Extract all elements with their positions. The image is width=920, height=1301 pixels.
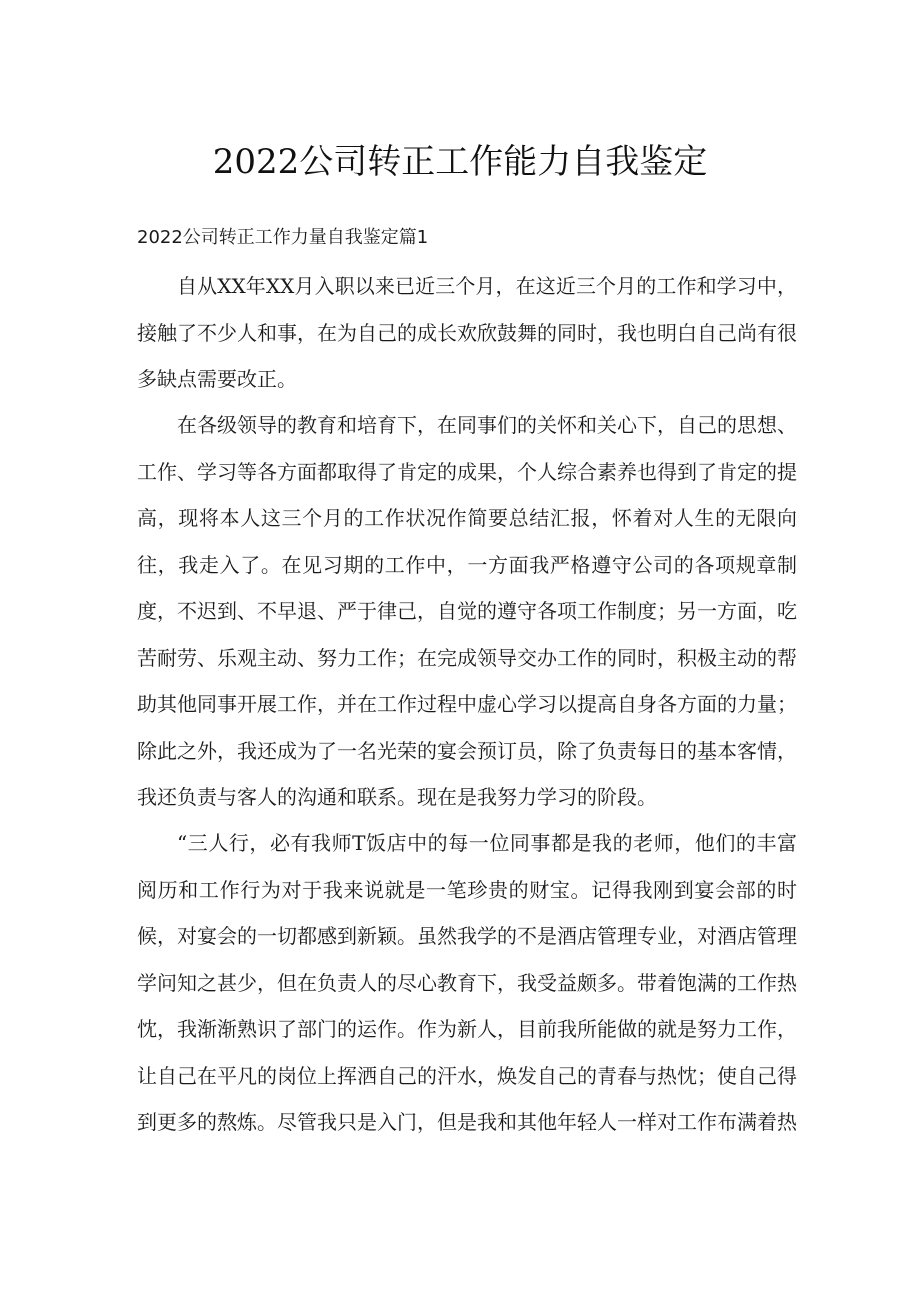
document-title: 2022公司转正工作能力自我鉴定 [212,142,708,182]
paragraph-2: 在各级领导的教育和培育下，在同事们的关怀和关心下，自己的思想、工作、学习等各方面都取得了肯定的成果，个人综合素养也得到了肯定的提高，现将本人这三个月的工作状况作简要总结汇报，怀着对人生的无限向往，我走入了。在见习期的工作中，一方面我严格遵守公司的各项规章制度，不迟到、不早退、严于律己，自觉的遵守各项工作制度；另一方面，吃苦耐劳、乐观主动、努力工作；在完成领导交办工作的同时，积极主动的帮助其他同事开展工作，并在工作过程中虚心学习以提高自身各方面的力量；除此之外，我还成为了一名光荣的宴会预订员，除了负责每日的基本客情，我还负责与客人的沟通和联系。现在是我努力学习的阶段。 [137,413,797,809]
paragraph-1: 自从XX年XX月入职以来已近三个月，在这近三个月的工作和学习中，接触了不少人和事，在为自己的成长欢欣鼓舞的同时，我也明白自己尚有很多缺点需要改正。 [137,274,797,391]
paragraph-3: “三人行，必有我师T饭店中的每一位同事都是我的老师，他们的丰富阅历和工作行为对于我来说就是一笔珍贵的财宝。记得我刚到宴会部的时候，对宴会的一切都感到新颖。虽然我学的不是酒店管理专业，对酒店管理学问知之甚少，但在负责人的尽心教育下，我受益颇多。带着饱满的工作热忱，我渐渐熟识了部门的运作。作为新人，目前我所能做的就是努力工作，让自己在平凡的岗位上挥洒自己的汗水，焕发自己的青春与热忱；使自己得到更多的熬炼。尽管我只是入门，但是我和其他年轻人一样对工作布满着热 [137,831,797,1134]
section-heading: 2022公司转正工作力量自我鉴定篇1 [137,227,429,248]
